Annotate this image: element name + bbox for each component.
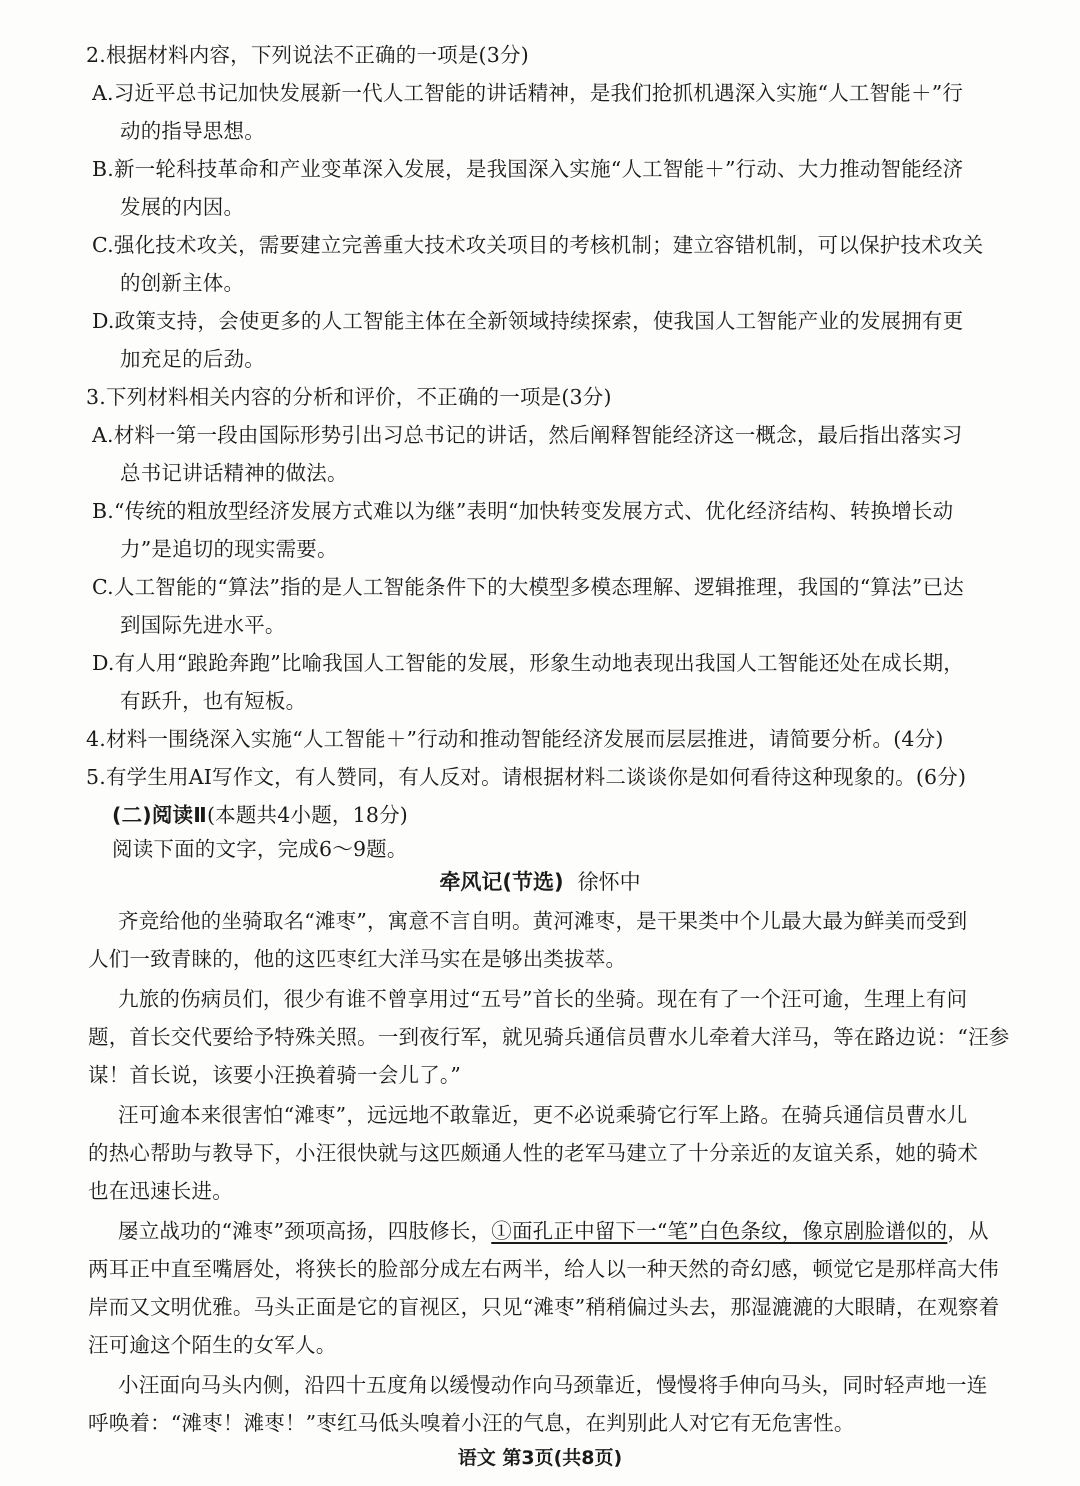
article-title: 牵风记(节选) (439, 870, 564, 894)
page-footer: 语文 第3页(共8页) (457, 1447, 623, 1469)
article-author: 徐怀中 (577, 870, 641, 894)
article-p2-line2: 题，首长交代要给予特殊关照。一到夜行军，就见骑兵通信员曹水儿牵着大洋马，等在路边说：“汪参 (88, 1025, 1010, 1049)
article-p2-line3: 谋！首长说，该要小汪换着骑一会儿了。” (88, 1063, 462, 1087)
article-p3-line1: 汪可逾本来很害怕“滩枣”，远远地不敢靠近，更不必说乘骑它行军上路。在骑兵通信员曹水儿 (118, 1103, 968, 1127)
article-p4-line1-pre: 屡立战功的“滩枣”颈项高扬，四肢修长， (118, 1219, 492, 1243)
section-heading (112, 802, 408, 828)
q2-option-b-line2: 发展的内因。 (120, 195, 245, 219)
article-p4-line2: 两耳正中直至嘴唇处，将狭长的脸部分成左右两半，给人以一种天然的奇幻感，顿觉它是那样高大伟 (88, 1257, 999, 1281)
section-desc: (本题共4小题，18分) (206, 803, 408, 827)
q2-stem: 2.根据材料内容，下列说法不正确的一项是(3分) (86, 43, 529, 67)
article-p4-line3: 岸而又文明优雅。马头正面是它的盲视区，只见“滩枣”稍稍偏过头去，那湿漉漉的大眼睛，在观察着 (88, 1295, 1000, 1319)
q2-option-a-line1: A.习近平总书记加快发展新一代人工智能的讲话精神，是我们抢抓机遇深入实施“人工智能＋”行 (92, 81, 964, 105)
q3-option-c-line2: 到国际先进水平。 (120, 613, 286, 637)
article-p1-line1: 齐竞给他的坐骑取名“滩枣”，寓意不言自明。黄河滩枣，是干果类中个儿最大最为鲜美而受到 (118, 909, 968, 933)
article-p2-line1: 九旅的伤病员们，很少有谁不曾享用过“五号”首长的坐骑。现在有了一个汪可逾，生理上有问 (118, 987, 968, 1011)
article-p3-line3: 也在迅速长进。 (88, 1179, 233, 1203)
q3-option-c-line1: C.人工智能的“算法”指的是人工智能条件下的大模型多模态理解、逻辑推理，我国的“算法”已达 (92, 575, 964, 599)
q2-option-c-line2: 的创新主体。 (120, 271, 245, 295)
article-p5-line2: 呼唤着：“滩枣！滩枣！”枣红马低头嗅着小汪的气息，在判别此人对它有无危害性。 (88, 1411, 855, 1435)
q3-option-d-line1: D.有人用“踉跄奔跑”比喻我国人工智能的发展，形象生动地表现出我国人工智能还处在成长期， (92, 651, 964, 675)
q3-option-a-line2: 总书记讲话精神的做法。 (120, 461, 348, 485)
underlined-sentence-1: ①面孔正中留下一“笔”白色条纹，像京剧脸谱似的 (491, 1219, 948, 1243)
section-instruction: 阅读下面的文字，完成6～9题。 (112, 837, 408, 861)
section-label: (二)阅读Ⅱ (112, 803, 207, 827)
q3-option-d-line2: 有跃升，也有短板。 (120, 689, 307, 713)
q2-option-c-line1: C.强化技术攻关，需要建立完善重大技术攻关项目的考核机制；建立容错机制，可以保护技术攻关 (92, 233, 984, 257)
article-p5-line1: 小汪面向马头内侧，沿四十五度角以缓慢动作向马颈靠近，慢慢将手伸向马头，同时轻声地一连 (118, 1373, 988, 1397)
q5-stem: 5.有学生用AI写作文，有人赞同，有人反对。请根据材料二谈谈你是如何看待这种现象的。(6分) (86, 765, 967, 789)
q3-option-a-line1: A.材料一第一段由国际形势引出习总书记的讲话，然后阐释智能经济这一概念，最后指出落实习 (92, 423, 963, 447)
article-p3-line2: 的热心帮助与教导下，小汪很快就与这匹颇通人性的老军马建立了十分亲近的友谊关系，她的骑术 (88, 1141, 979, 1165)
q2-option-d-line2: 加充足的后劲。 (120, 347, 265, 371)
q3-option-b-line2: 力”是追切的现实需要。 (120, 537, 338, 561)
q2-option-d-line1: D.政策支持，会使更多的人工智能主体在全新领域持续探索，使我国人工智能产业的发展拥有更 (92, 309, 964, 333)
q2-option-b-line1: B.新一轮科技革命和产业变革深入发展，是我国深入实施“人工智能＋”行动、大力推动智能经济 (92, 157, 964, 181)
article-p1-line2: 人们一致青睐的，他的这匹枣红大洋马实在是够出类拔萃。 (88, 947, 627, 971)
article-p4-line4: 汪可逾这个陌生的女军人。 (88, 1333, 337, 1357)
q4-stem: 4.材料一围绕深入实施“人工智能＋”行动和推动智能经济发展而层层推进，请简要分析。(4分) (86, 727, 944, 751)
q2-option-a-line2: 动的指导思想。 (120, 119, 265, 143)
article-p4-line1 (118, 1218, 989, 1244)
article-p4-line1-post: ，从 (947, 1219, 989, 1243)
q3-option-b-line1: B.“传统的粗放型经济发展方式难以为继”表明“加快转变发展方式、优化经济结构、转换增长动 (92, 499, 954, 523)
q3-stem: 3.下列材料相关内容的分析和评价，不正确的一项是(3分) (86, 385, 612, 409)
article-title-line (0, 869, 1080, 895)
